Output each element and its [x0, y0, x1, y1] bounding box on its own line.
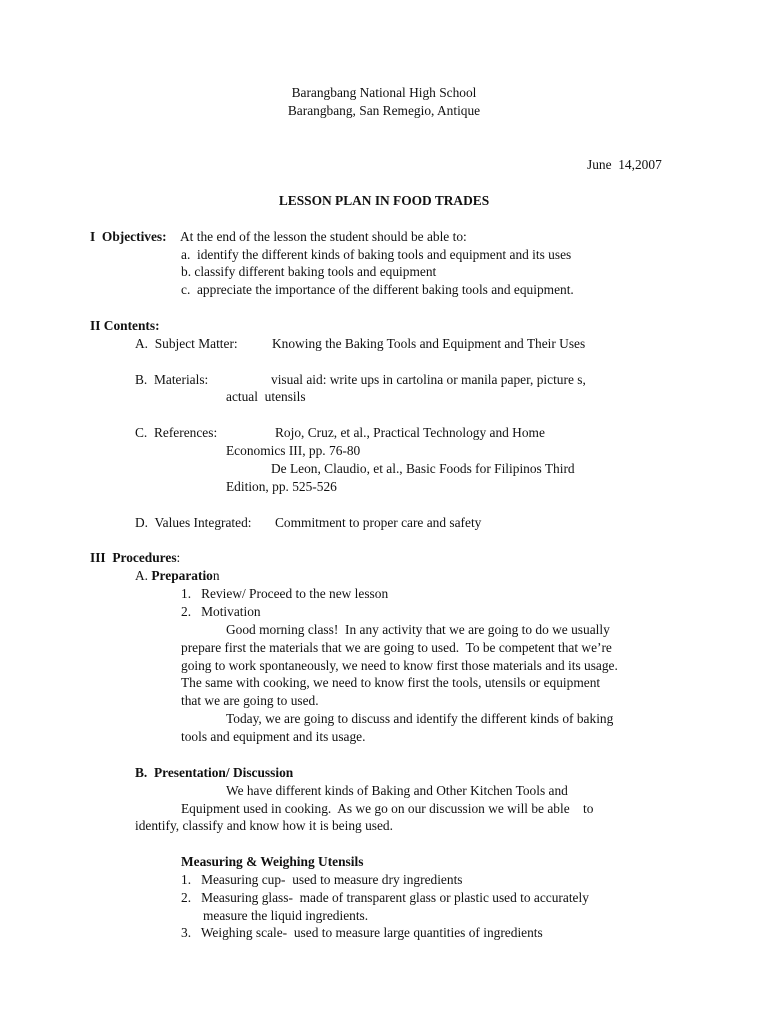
document-date: June 14,2007 [587, 157, 662, 172]
measuring-item: 3. Weighing scale- used to measure large quantities of ingredients [181, 925, 543, 940]
motivation-text: that we are going to used. [181, 693, 319, 708]
reference-item: Rojo, Cruz, et al., Practical Technology and Home [275, 425, 545, 440]
motivation-text: going to work spontaneously, we need to know first those materials and its usage. [181, 658, 618, 673]
objectives-intro: At the end of the lesson the student should be able to: [180, 229, 467, 244]
values-label: D. Values Integrated: [135, 515, 252, 530]
motivation-text: Today, we are going to discuss and identify the different kinds of baking [226, 711, 614, 726]
materials-value-cont: actual utensils [226, 389, 306, 404]
procedure-step: 2. Motivation [181, 604, 261, 619]
objective-item: a. identify the different kinds of baking tools and equipment and its uses [181, 247, 572, 262]
references-label: C. References: [135, 425, 218, 440]
materials-value: visual aid: write ups in cartolina or manila paper, picture s, [271, 372, 586, 387]
measuring-heading: Measuring & Weighing Utensils [181, 854, 364, 869]
presentation-heading: B. Presentation/ Discussion [135, 765, 294, 780]
reference-item-cont: Edition, pp. 525-526 [226, 479, 337, 494]
reference-item-cont: Economics III, pp. 76-80 [226, 443, 361, 458]
values-value: Commitment to proper care and safety [275, 515, 482, 530]
school-name: Barangbang National High School [291, 85, 477, 100]
objectives-label: I Objectives: [90, 229, 167, 244]
preparation-heading: A. Preparation [135, 568, 220, 583]
presentation-text: Equipment used in cooking. As we go on our discussion we will be able to [181, 801, 594, 816]
measuring-item: 1. Measuring cup- used to measure dry ingredients [181, 872, 463, 887]
presentation-text: We have different kinds of Baking and Other Kitchen Tools and [226, 783, 568, 798]
reference-item: De Leon, Claudio, et al., Basic Foods for Filipinos Third [271, 461, 575, 476]
procedures-label: III Procedures: [90, 550, 181, 565]
motivation-text: tools and equipment and its usage. [181, 729, 366, 744]
motivation-text: Good morning class! In any activity that we are going to do we usually [226, 622, 610, 637]
subject-matter-value: Knowing the Baking Tools and Equipment and Their Uses [272, 336, 586, 351]
school-address: Barangbang, San Remegio, Antique [287, 103, 481, 118]
motivation-text: The same with cooking, we need to know first the tools, utensils or equipment [181, 675, 601, 690]
motivation-text: prepare first the materials that we are going to used. To be competent that we’re [181, 640, 612, 655]
contents-label: II Contents: [90, 318, 160, 333]
page-title: LESSON PLAN IN FOOD TRADES [278, 193, 490, 208]
measuring-item-cont: measure the liquid ingredients. [203, 908, 369, 923]
subject-matter-label: A. Subject Matter: [135, 336, 238, 351]
presentation-text: identify, classify and know how it is being used. [135, 818, 393, 833]
objective-item: b. classify different baking tools and equipment [181, 264, 437, 279]
materials-label: B. Materials: [135, 372, 209, 387]
procedure-step: 1. Review/ Proceed to the new lesson [181, 586, 389, 601]
measuring-item: 2. Measuring glass- made of transparent glass or plastic used to accurately [181, 890, 589, 905]
objective-item: c. appreciate the importance of the different baking tools and equipment. [181, 282, 574, 297]
